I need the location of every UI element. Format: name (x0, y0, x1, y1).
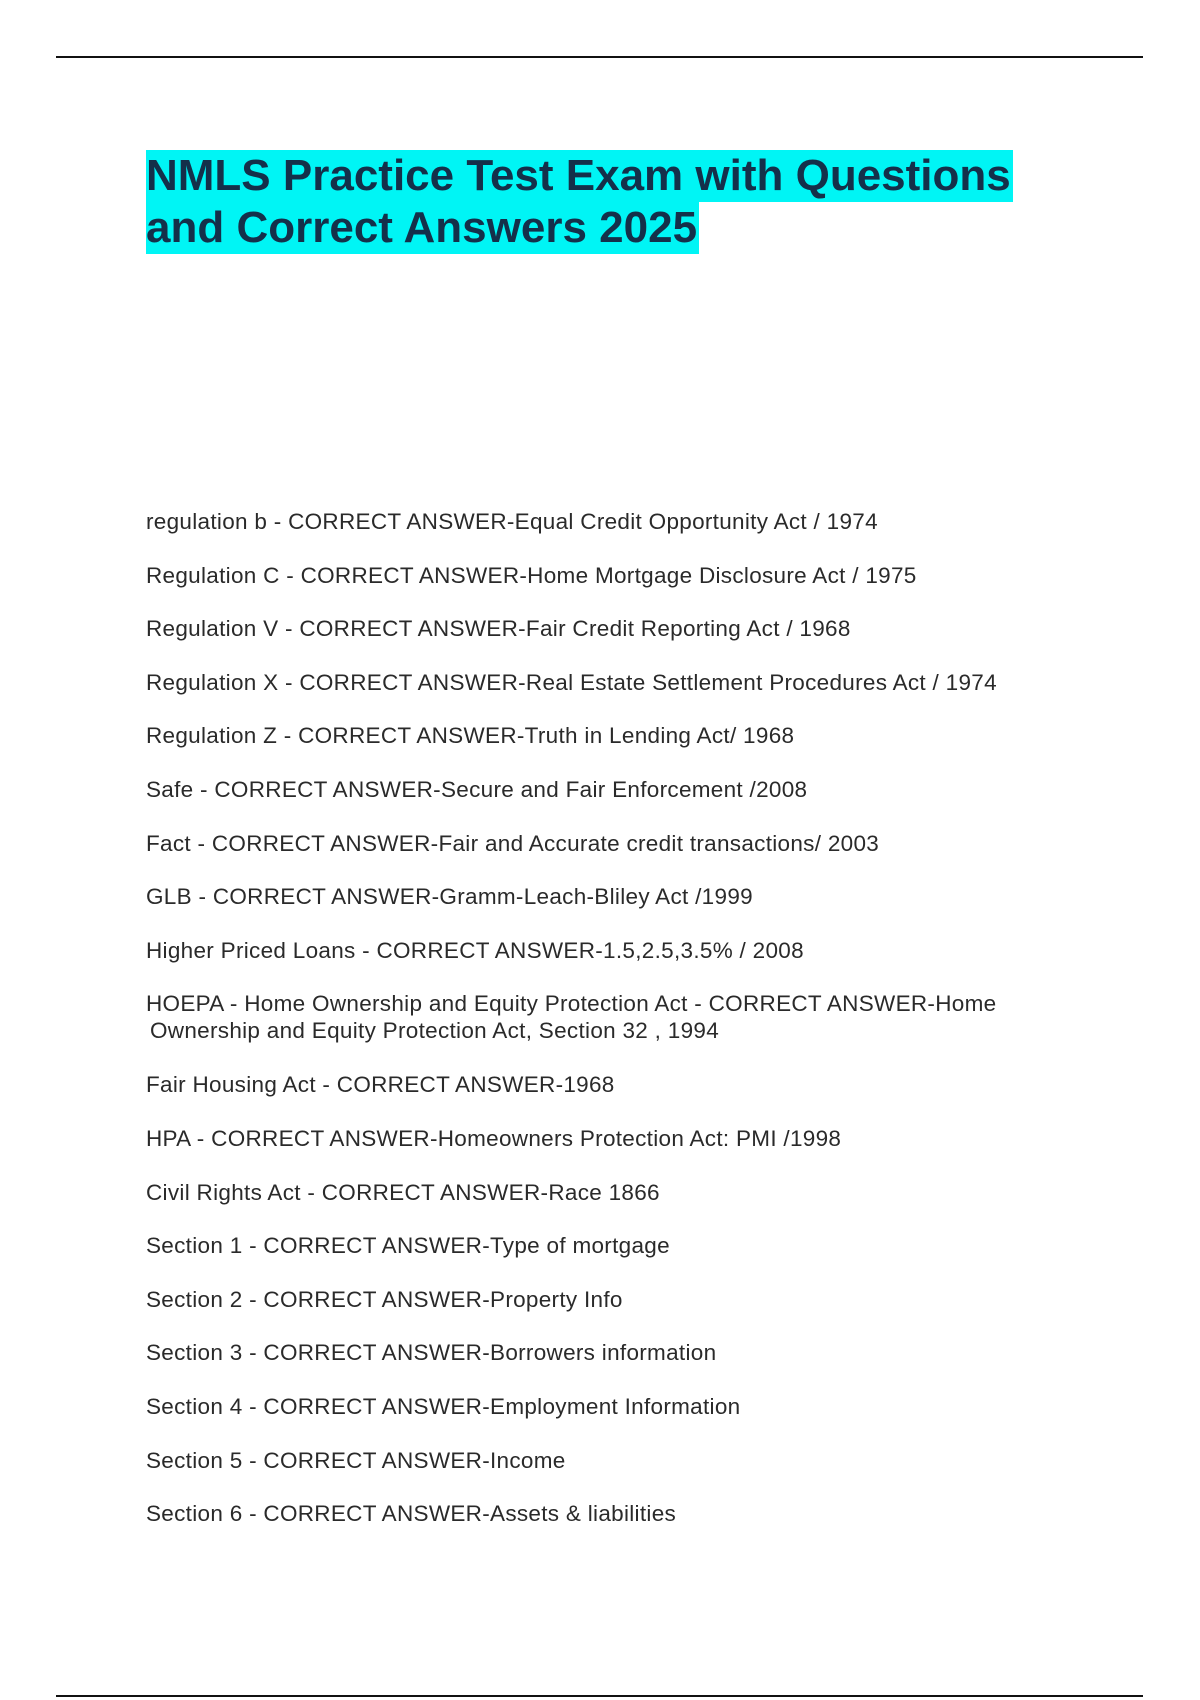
qa-item: Fact - CORRECT ANSWER-Fair and Accurate credit transactions/ 2003 (146, 830, 880, 856)
qa-item: Regulation C - CORRECT ANSWER-Home Mortgage Disclosure Act / 1975 (146, 562, 917, 588)
qa-item: Section 6 - CORRECT ANSWER-Assets & liabilities (146, 1501, 677, 1527)
qa-item-line-2: Ownership and Equity Protection Act, Section 32 , 1994 (150, 1018, 720, 1044)
qa-item: Section 1 - CORRECT ANSWER-Type of mortgage (146, 1233, 670, 1259)
document-title (146, 150, 1076, 254)
title-line-2: and Correct Answers 2025 (146, 203, 698, 252)
qa-list (146, 508, 1086, 1554)
title-line-1: NMLS Practice Test Exam with Questions (146, 151, 1011, 200)
qa-item: Safe - CORRECT ANSWER-Secure and Fair Enforcement /2008 (146, 776, 808, 802)
qa-item: Higher Priced Loans - CORRECT ANSWER-1.5,2.5,3.5% / 2008 (146, 937, 804, 963)
top-divider (56, 56, 1143, 58)
qa-item: GLB - CORRECT ANSWER-Gramm-Leach-Bliley Act /1999 (146, 884, 753, 910)
bottom-divider (56, 1695, 1143, 1697)
qa-item (146, 990, 1086, 1044)
qa-item: Section 4 - CORRECT ANSWER-Employment Information (146, 1393, 741, 1419)
qa-item: Section 5 - CORRECT ANSWER-Income (146, 1447, 566, 1473)
qa-item-line-1: HOEPA - Home Ownership and Equity Protection Act - CORRECT ANSWER-Home (146, 991, 997, 1017)
qa-item: Fair Housing Act - CORRECT ANSWER-1968 (146, 1072, 615, 1098)
qa-item: Section 2 - CORRECT ANSWER-Property Info (146, 1286, 623, 1312)
qa-item: Section 3 - CORRECT ANSWER-Borrowers information (146, 1340, 717, 1366)
qa-item: regulation b - CORRECT ANSWER-Equal Credit Opportunity Act / 1974 (146, 509, 878, 534)
qa-item: HPA - CORRECT ANSWER-Homeowners Protection Act: PMI /1998 (146, 1125, 842, 1151)
qa-item: Regulation V - CORRECT ANSWER-Fair Credit Reporting Act / 1968 (146, 616, 851, 642)
qa-item: Regulation X - CORRECT ANSWER-Real Estate Settlement Procedures Act / 1974 (146, 669, 997, 695)
qa-item: Civil Rights Act - CORRECT ANSWER-Race 1866 (146, 1179, 660, 1205)
qa-item: Regulation Z - CORRECT ANSWER-Truth in Lending Act/ 1968 (146, 723, 795, 749)
